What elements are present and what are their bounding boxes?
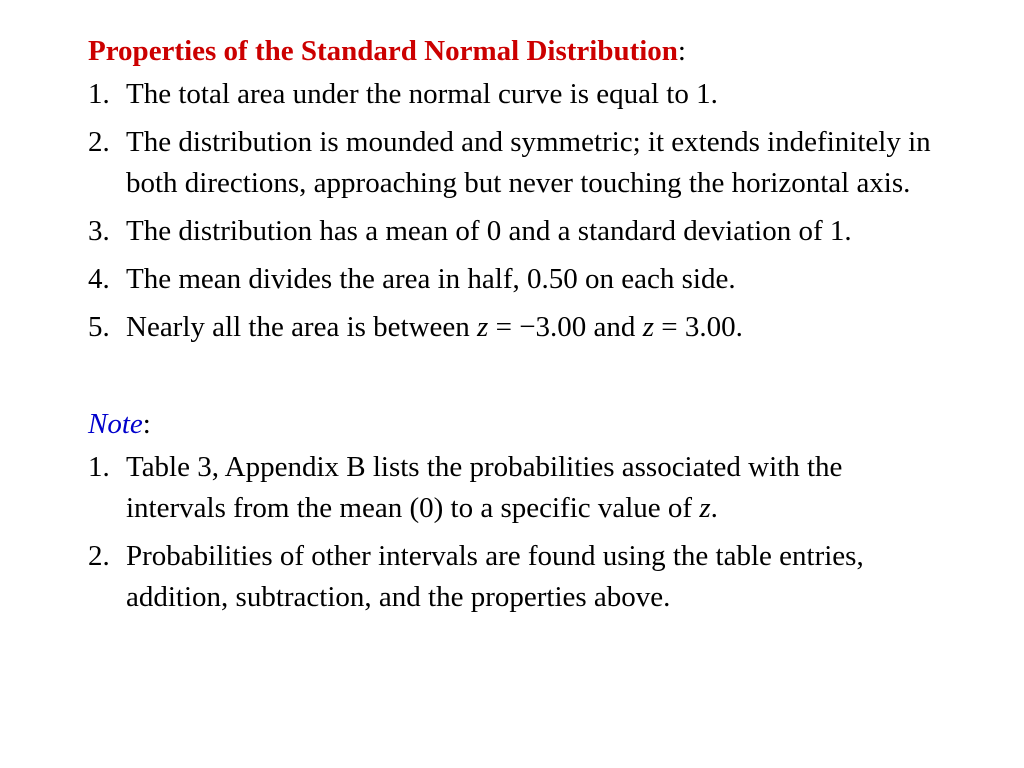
properties-list	[88, 74, 948, 348]
note-list	[88, 447, 948, 618]
property-number-4: 4.	[88, 263, 110, 295]
note-number-1: 1.	[88, 451, 110, 483]
property-item-1	[88, 74, 948, 115]
note-item-1	[88, 447, 948, 529]
slide	[88, 28, 948, 625]
note-heading-colon: :	[142, 408, 151, 440]
note-text-1	[126, 447, 948, 529]
properties-heading-colon: :	[677, 35, 686, 67]
note-item-2	[88, 536, 948, 618]
z-variable: z	[642, 311, 654, 343]
properties-heading-text: Properties of the Standard Normal Distribution	[88, 35, 678, 67]
property-5-text-after: = 3.00.	[653, 311, 743, 343]
note-1-text-before: Table 3, Appendix B lists the probabilities associated with the intervals from the mean (0) to a specific value of	[126, 451, 843, 524]
note-1-text-after: .	[710, 492, 718, 524]
z-variable: z	[477, 311, 489, 343]
note-heading	[88, 401, 948, 447]
property-number-1: 1.	[88, 78, 110, 110]
property-item-4	[88, 259, 948, 300]
note-text-2: Probabilities of other intervals are found using the table entries, addition, subtraction, and the properties above.	[126, 540, 864, 613]
property-number-2: 2.	[88, 126, 110, 158]
property-number-5: 5.	[88, 311, 110, 343]
property-text-1: The total area under the normal curve is equal to 1.	[126, 78, 718, 110]
z-variable: z	[699, 492, 711, 524]
property-item-2	[88, 122, 948, 204]
property-5-text-before: Nearly all the area is between	[126, 311, 478, 343]
property-item-5	[88, 307, 948, 348]
properties-heading	[88, 28, 948, 74]
property-text-2: The distribution is mounded and symmetric; it extends indefinitely in both directions, approaching but never touching the horizontal axis.	[126, 126, 931, 199]
property-text-5	[126, 307, 948, 348]
property-item-3	[88, 211, 948, 252]
property-number-3: 3.	[88, 215, 110, 247]
note-heading-text: Note	[88, 408, 143, 440]
note-number-2: 2.	[88, 540, 110, 572]
property-5-text-mid: = −3.00 and	[488, 311, 643, 343]
property-text-4: The mean divides the area in half, 0.50 on each side.	[126, 263, 736, 295]
property-text-3: The distribution has a mean of 0 and a standard deviation of 1.	[126, 215, 852, 247]
section-spacer	[88, 355, 948, 401]
